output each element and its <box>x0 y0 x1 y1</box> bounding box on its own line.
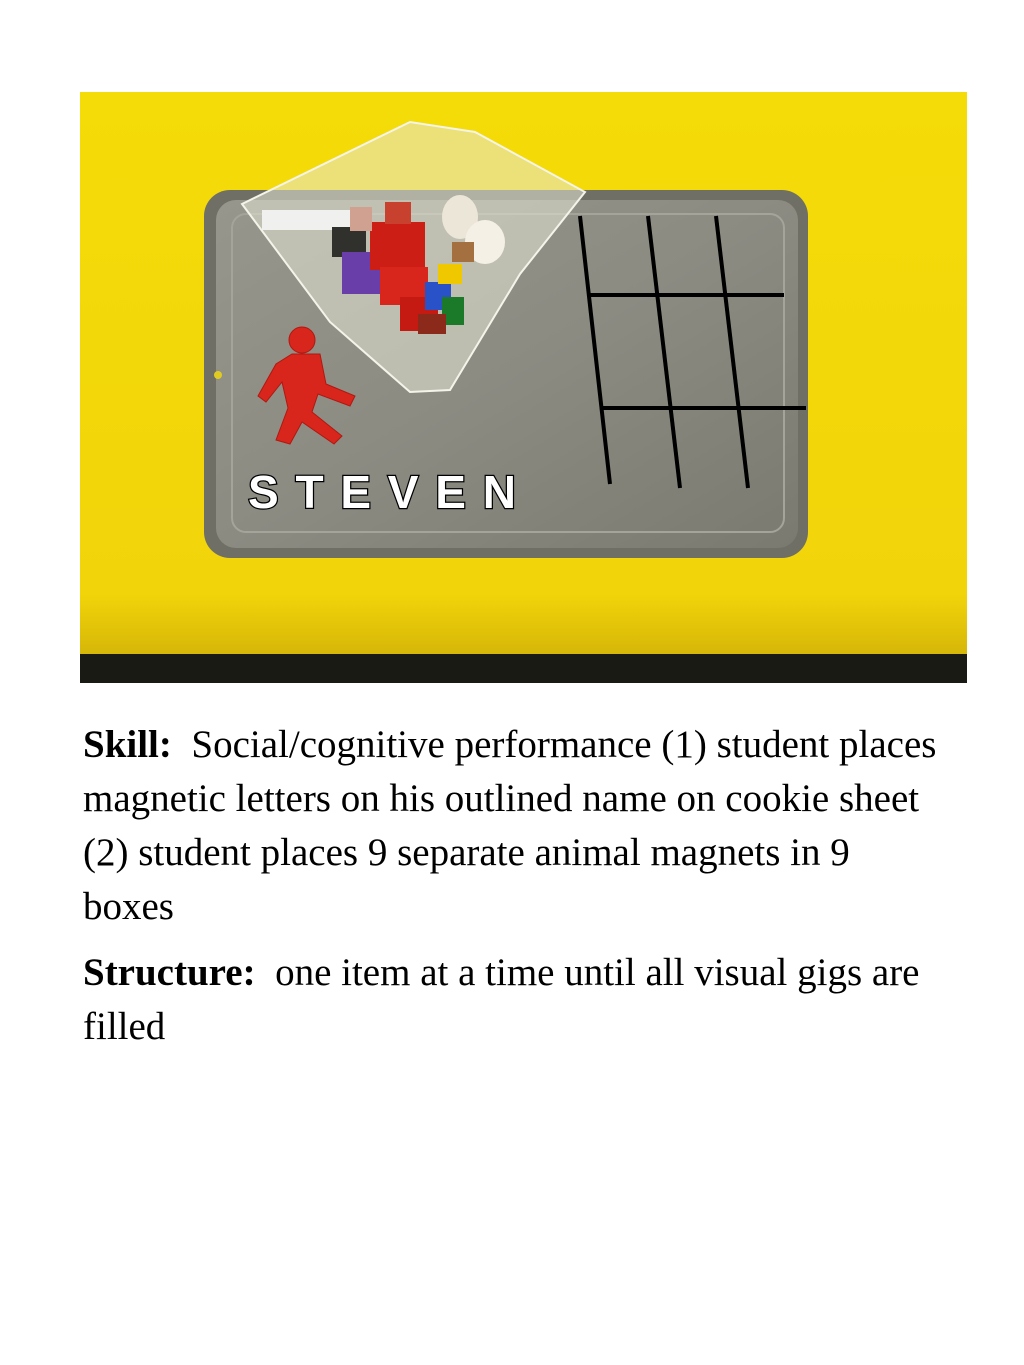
skill-label: Skill: <box>83 723 172 766</box>
tray-hole <box>214 371 222 379</box>
structure-label: Structure: <box>83 951 256 994</box>
description <box>83 718 943 1066</box>
skill-paragraph <box>83 718 943 934</box>
skill-text: Social/cognitive performance (1) student places magnetic letters on his outlined name on cookie sheet (2) student places 9 separate animal magnets in 9 boxes <box>83 723 937 928</box>
structure-paragraph <box>83 946 943 1054</box>
structure-text: one item at a time until all visual gigs are filled <box>83 951 920 1048</box>
outlined-name: S T E V E N <box>248 466 518 518</box>
table-edge <box>80 654 967 683</box>
activity-photo <box>80 92 967 683</box>
